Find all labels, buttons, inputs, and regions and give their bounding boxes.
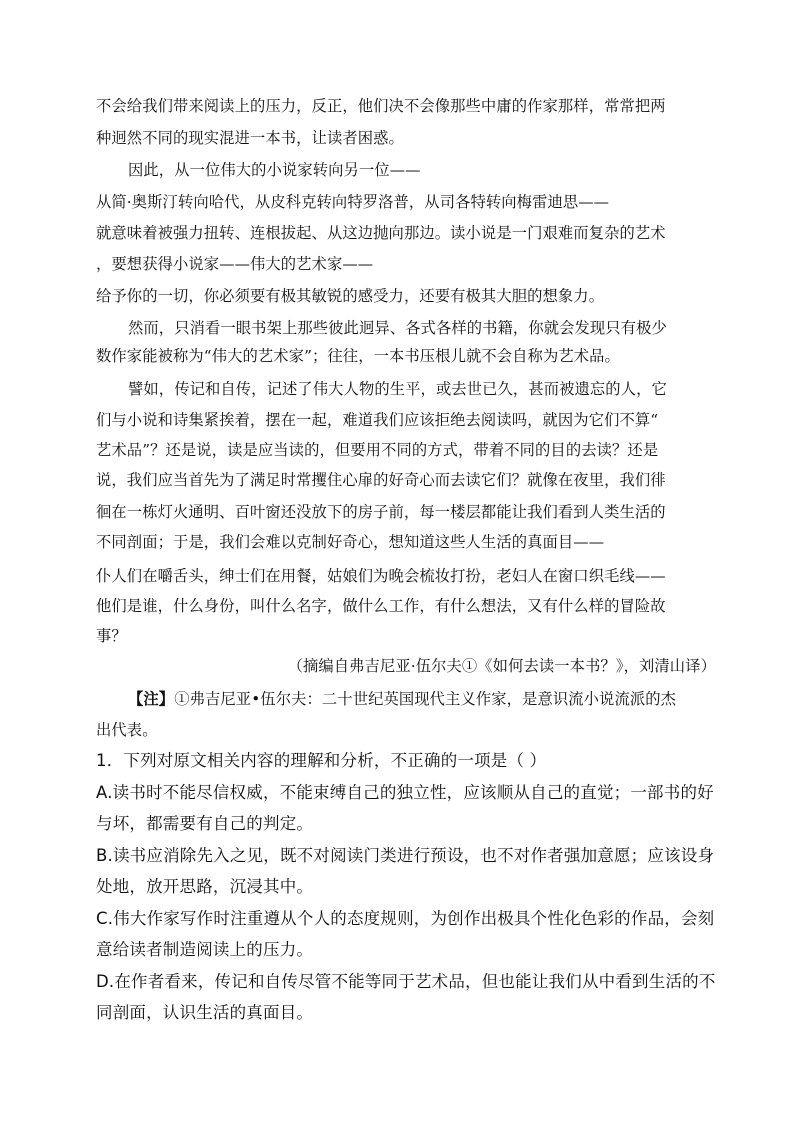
passage-line: ，要想获得小说家——伟大的艺术家——: [96, 255, 374, 273]
passage-line: 不会给我们带来阅读上的压力，反正，他们决不会像那些中庸的作家那样，常常把两: [96, 97, 666, 115]
option-a-line: A.读书时不能尽信权威，不能束缚自己的独立性，应该顺从自己的直觉；一部书的好: [96, 783, 714, 802]
passage-line: 说，我们应当首先为了满足时常攫住心扉的好奇心而去读它们？就像在夜里，我们徘: [96, 471, 666, 489]
passage-line: 他们是谁，什么身份，叫什么名字，做什么工作，有什么想法，又有什么样的冒险故: [96, 597, 666, 615]
footnote-label: 【注】: [128, 690, 175, 708]
passage-line: 不同剖面；于是，我们会难以克制好奇心，想知道这些人生活的真面目——: [96, 533, 605, 551]
passage-line: 从简·奥斯汀转向哈代，从皮科克转向特罗洛普，从司各特转向梅雷迪思——: [96, 193, 610, 211]
passage-line: 徊在一栋灯火通明、百叶窗还没放下的房子前，每一楼层都能让我们看到人类生活的: [96, 503, 666, 521]
option-d-line: D.在作者看来，传记和自传尽管不能等同于艺术品，但也能让我们从中看到生活的不: [96, 972, 716, 991]
footnote: [128, 689, 698, 709]
passage-line: 仆人们在嚼舌头，绅士们在用餐，姑娘们为晚会梳妆打扮，老妇人在窗口织毛线——: [96, 567, 666, 585]
option-a-line: 与坏，都需要有自己的判定。: [96, 814, 314, 833]
passage-line: 譬如，传记和自传，记述了伟大人物的生平，或去世已久，甚而被遗忘的人，它: [128, 380, 667, 398]
option-b-line: B.读书应消除先入之见，既不对阅读门类进行预设，也不对作者强加意愿；应该设身: [96, 846, 715, 865]
source-citation: （摘编自弗吉尼亚·伍尔夫①《如何去读一本书？》，刘清山译）: [287, 657, 716, 675]
footnote-line: 出代表。: [96, 721, 158, 739]
option-c-line: C.伟大作家写作时注重遵从个人的态度规则，为创作出极具个性化色彩的作品，会刻: [96, 909, 715, 928]
option-c-line: 意给读者制造阅读上的压力。: [96, 940, 314, 959]
passage-line: 们与小说和诗集紧挨着，摆在一起，难道我们应该拒绝去阅读吗，就因为它们不算“: [96, 411, 659, 429]
passage-line: 然而，只消看一眼书架上那些彼此迥异、各式各样的书籍，你就会发现只有极少: [128, 319, 667, 337]
footnote-text: ①弗吉尼亚•伍尔夫：二十世纪英国现代主义作家，是意识流小说流派的杰: [174, 690, 677, 708]
passage-line: 就意味着被强力扭转、连根拔起、从这边抛向那边。读小说是一门艰难而复杂的艺术: [96, 224, 666, 242]
passage-line: 数作家能被称为“伟大的艺术家”；往往，一本书压根儿就不会自称为艺术品。: [96, 347, 620, 365]
option-b-line: 处地，放开思路，沉浸其中。: [96, 877, 314, 896]
passage-line: 事？: [96, 627, 127, 645]
passage-line: 艺术品”？还是说，读是应当读的，但要用不同的方式，带着不同的目的去读？还是: [96, 441, 659, 459]
passage-line: 因此，从一位伟大的小说家转向另一位——: [128, 161, 421, 179]
passage-line: 给予你的一切，你必须要有极其敏锐的感受力，还要有极其大胆的想象力。: [96, 287, 605, 305]
question-stem: 1．下列对原文相关内容的理解和分析，不正确的一项是（ ）: [96, 751, 547, 770]
option-d-line: 同剖面，认识生活的真面目。: [96, 1003, 314, 1022]
passage-line: 种迥然不同的现实混进一本书，让读者困惑。: [96, 129, 404, 147]
